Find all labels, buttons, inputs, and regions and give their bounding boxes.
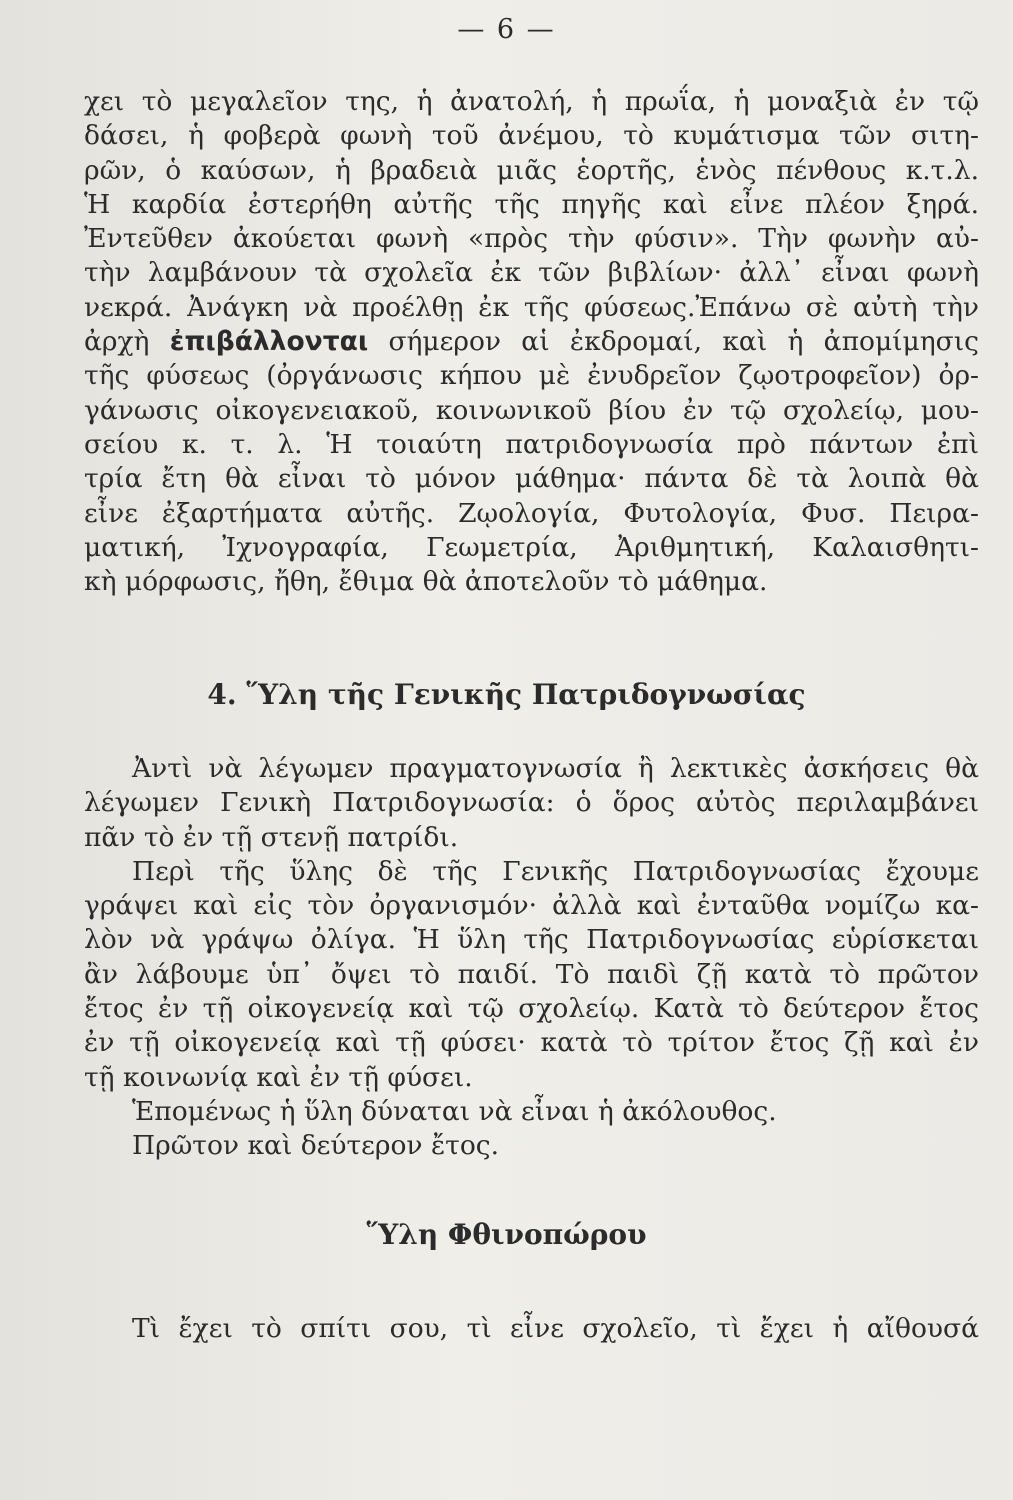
- bold-word: ἐπιβάλλονται: [169, 326, 369, 358]
- text-line: τὴν λαμβάνουν τὰ σχολεῖα ἐκ τῶν βιβλίων· ἀλλ᾿ εἶναι φωνὴ: [84, 257, 979, 289]
- text-line: δάσει, ἡ φοβερὰ φωνὴ τοῦ ἀνέμου, τὸ κυμάτισμα τῶν σιτη-: [84, 120, 979, 152]
- text-line-with-bold: [84, 325, 979, 359]
- page-number: — 6 —: [457, 14, 556, 45]
- text-line: Ἐντεῦθεν ἀκούεται φωνὴ «πρὸς τὴν φύσιν». Τὴν φωνὴν αὐ-: [84, 223, 979, 255]
- text-line: Περὶ τῆς ὕλης δὲ τῆς Γενικῆς Πατριδογνωσίας ἔχουμε: [132, 855, 979, 887]
- subsection-heading: Ὕλη Φθινοπώρου: [366, 1218, 647, 1251]
- text-line: ἂν λάβουμε ὑπ᾿ ὄψει τὸ παιδί. Τὸ παιδὶ ζῇ κατὰ τὸ πρῶτον: [84, 958, 979, 990]
- text-line: κὴ μόρφωσις, ἤθη, ἔθιμα θὰ ἀποτελοῦν τὸ μάθημα.: [84, 566, 768, 598]
- text-line: τῇ κοινωνίᾳ καὶ ἐν τῇ φύσει.: [84, 1061, 473, 1093]
- text-line: εἶνε ἐξαρτήματα αὐτῆς. Ζῳολογία, Φυτολογία, Φυσ. Πειρα-: [84, 497, 979, 529]
- text-line: ρῶν, ὁ καύσων, ἡ βραδειὰ μιᾶς ἑορτῆς, ἑνὸς πένθους κ.τ.λ.: [84, 154, 979, 186]
- text-fragment: σήμερον αἱ ἐκδρομαί, καὶ ἡ ἀπομίμησις: [368, 326, 979, 358]
- text-line: σείου κ. τ. λ. Ἡ τοιαύτη πατριδογνωσία πρὸ πάντων ἐπὶ: [84, 428, 979, 460]
- text-line: πᾶν τὸ ἐν τῇ στενῇ πατρίδι.: [84, 821, 459, 853]
- text-line: Ἑπομένως ἡ ὕλη δύναται νὰ εἶναι ἡ ἀκόλουθος.: [132, 1095, 777, 1127]
- section-heading: 4. Ὕλη τῆς Γενικῆς Πατριδογνωσίας: [207, 678, 806, 711]
- text-line: γράψει καὶ εἰς τὸν ὀργανισμόν· ἀλλὰ καὶ ἐνταῦθα νομίζω κα-: [84, 890, 979, 922]
- text-line: Τὶ ἔχει τὸ σπίτι σου, τὶ εἶνε σχολεῖο, τὶ ἔχει ἡ αἴθουσά: [132, 1313, 979, 1344]
- text-line: ματική, Ἰχνογραφία, Γεωμετρία, Ἀριθμητική, Καλαισθητι-: [84, 531, 979, 563]
- paragraph-continued: [84, 85, 979, 599]
- text-line: γάνωσις οἰκογενειακοῦ, κοινωνικοῦ βίου ἐν τῷ σχολείῳ, μου-: [84, 394, 979, 426]
- section-body: [84, 752, 979, 1164]
- text-line: Ἀντὶ νὰ λέγωμεν πραγματογνωσία ἢ λεκτικὲς ἀσκήσεις θὰ: [132, 753, 979, 784]
- text-line: ἐν τῇ οἰκογενείᾳ καὶ τῇ φύσει· κατὰ τὸ τρίτον ἔτος ζῇ καὶ ἐν: [84, 1027, 979, 1059]
- text-line: χει τὸ μεγαλεῖον της, ἡ ἀνατολή, ἡ πρωΐα, ἡ μοναξιὰ ἐν τῷ: [84, 86, 979, 117]
- text-line: Πρῶτον καὶ δεύτερον ἔτος.: [132, 1130, 500, 1162]
- subsection-body: [84, 1312, 979, 1346]
- text-line: λέγωμεν Γενικὴ Πατριδογνωσία: ὁ ὅρος αὐτὸς περιλαμβάνει: [84, 787, 979, 819]
- text-line: τῆς φύσεως (ὀργάνωσις κήπου μὲ ἐνυδρεῖον ζῳοτροφεῖον) ὀρ-: [84, 360, 979, 392]
- text-fragment: ἀρχὴ: [84, 326, 170, 358]
- text-line: Ἡ καρδία ἐστερήθη αὐτῆς τῆς πηγῆς καὶ εἶνε πλέον ξηρά.: [84, 188, 979, 220]
- text-line: νεκρά. Ἀνάγκη νὰ προέλθῃ ἐκ τῆς φύσεως.Ἐπάνω σὲ αὐτὴ τὴν: [84, 291, 979, 323]
- text-line: λὸν νὰ γράψω ὀλίγα. Ἡ ὕλη τῆς Πατριδογνωσίας εὑρίσκεται: [84, 924, 979, 956]
- text-line: τρία ἔτη θὰ εἶναι τὸ μόνον μάθημα· πάντα δὲ τὰ λοιπὰ θὰ: [84, 463, 979, 495]
- text-line: ἔτος ἐν τῇ οἰκογενείᾳ καὶ τῷ σχολείῳ. Κατὰ τὸ δεύτερον ἔτος: [84, 993, 979, 1025]
